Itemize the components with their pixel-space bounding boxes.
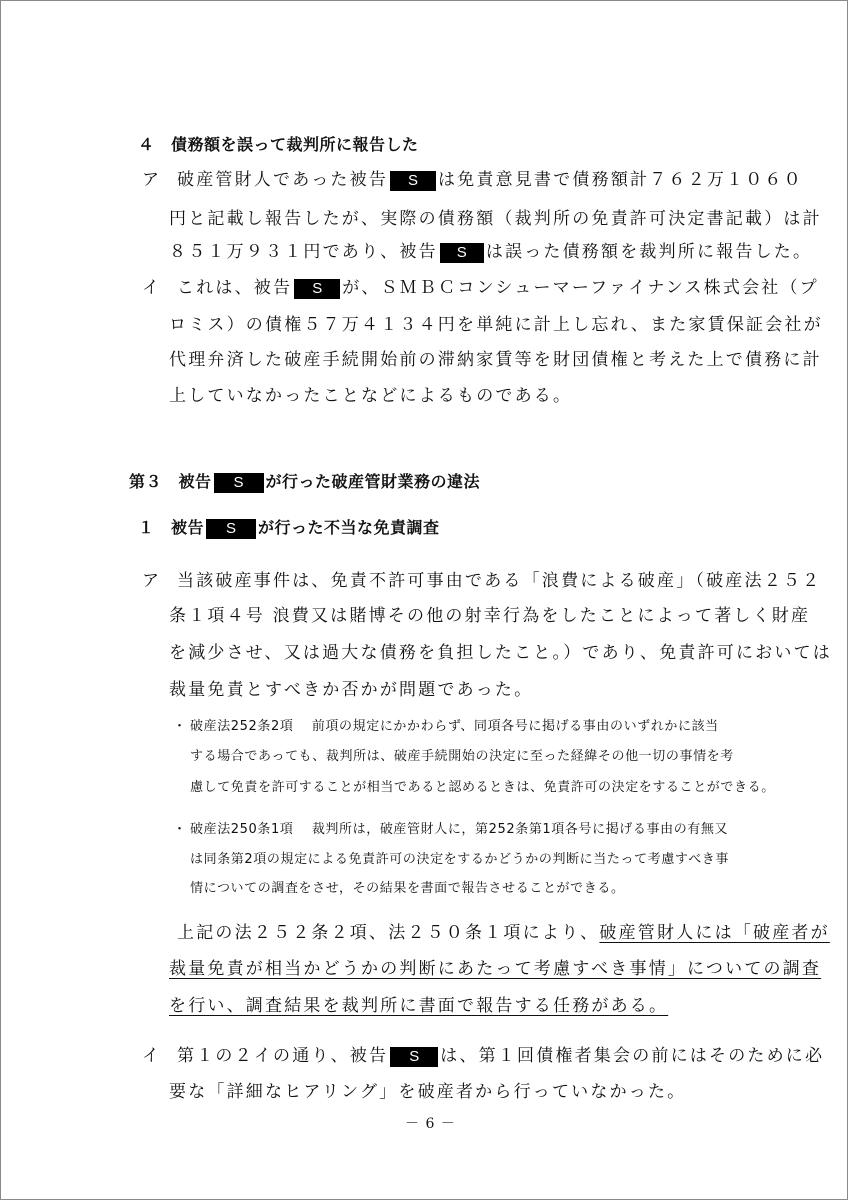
text-span: 上記の法２５２条２項、法２５０条１項により、 <box>177 923 600 943</box>
sec4-a-line1 <box>177 165 803 191</box>
redaction-box: S <box>390 1047 438 1067</box>
bullet1-line1: 破産法252条2項 前項の規定にかかわらず、同項各号に掲げる事由のいずれかに該当 <box>190 719 719 734</box>
item-i-mark: イ <box>142 1046 162 1066</box>
text-span: ８５１万９３１円であり、被告 <box>169 242 438 262</box>
part-3-heading <box>129 469 480 493</box>
section-4-heading: ４ 債務額を誤って裁判所に報告した <box>138 135 419 154</box>
sec1-a-line4: 裁量免責とすべきか否かが問題であった。 <box>169 680 534 700</box>
sec4-i-line4: 上していなかったことなどによるものである。 <box>169 386 573 406</box>
bullet1-line3: 慮して免責を許可することが相当であると認めるときは、免責許可の決定をすることができる。 <box>190 780 775 795</box>
bullet2-line3: 情についての調査をさせ，その結果を書面で報告させることができる。 <box>190 881 625 896</box>
page-number: － 6 － <box>405 1116 456 1132</box>
text-span: が、ＳＭＢＣコンシューマーファイナンス株式会社（プ <box>342 278 819 298</box>
text-span: は誤った債務額を裁判所に報告した。 <box>485 242 813 262</box>
underlined-text: 破産管財人には「破産者が <box>599 923 830 943</box>
redaction-box: S <box>294 279 340 299</box>
item-a-mark: ア <box>142 571 162 591</box>
redaction-box: S <box>206 519 256 539</box>
sec1-a-line1: 当該破産事件は、免責不許可事由である「浪費による破産」（破産法２５２ <box>177 571 822 591</box>
sec1-a-line3: を減少させ、又は過大な債務を負担したこと。）であり、免責許可においては <box>169 643 832 663</box>
item-i-mark: イ <box>142 278 162 298</box>
text-span: 破産管財人であった被告 <box>177 170 389 190</box>
sec4-a-line2: 円と記載し報告したが、実際の債務額（裁判所の免責許可決定書記載）は計 <box>169 209 822 229</box>
bullet2-line1: 破産法250条1項 裁判所は，破産管財人に，第252条第1項各号に掲げる事由の有無又 <box>190 822 729 837</box>
sec1-a-line2: 条１項４号 浪費又は賭博その他の射幸行為をしたことによって著しく財産 <box>169 606 811 626</box>
conclusion-line2: 裁量免責が相当かどうかの判断にあたって考慮すべき事情」についての調査 <box>169 959 822 979</box>
sec4-i-line3: 代理弁済した破産手続開始前の滞納家賃等を財団債権と考えた上で債務に計 <box>169 350 822 370</box>
sec1-i-line1 <box>177 1041 824 1067</box>
redaction-box: S <box>214 473 264 493</box>
redaction-box: S <box>390 171 436 191</box>
sec4-i-line1 <box>177 273 819 299</box>
text-span: が行った不当な免責調査 <box>258 518 440 537</box>
text-span: 第３ 被告 <box>129 472 212 491</box>
text-span: は免責意見書で債務額計７６２万１０６０ <box>438 170 803 190</box>
sec4-i-line2: ロミス）の債権５７万４１３４円を単純に計上し忘れ、また家賃保証会社が <box>169 315 823 335</box>
text-span: が行った破産管財業務の違法 <box>265 472 481 491</box>
bullet-mark: ・ <box>173 822 187 837</box>
section-1-heading <box>138 515 440 539</box>
bullet-mark: ・ <box>173 719 187 734</box>
text-span: これは、被告 <box>177 278 293 298</box>
text-span: １ 被告 <box>138 518 205 537</box>
text-span: は、第１回債権者集会の前にはそのために必 <box>440 1046 825 1066</box>
redaction-box: S <box>440 243 484 263</box>
sec1-i-line2: 要な「詳細なヒアリング」を破産者から行っていなかった。 <box>169 1082 687 1102</box>
bullet1-line2: する場合であっても、裁判所は、破産手続開始の決定に至った経緯その他一切の事情を考 <box>190 749 734 764</box>
sec4-a-line3 <box>169 237 812 263</box>
conclusion-line1 <box>177 918 830 943</box>
bullet2-line2: は同条第2項の規定による免責許可の決定をするかどうかの判断に当たって考慮すべき事 <box>190 852 730 867</box>
text-span: 第１の２イの通り、被告 <box>177 1046 389 1066</box>
item-a-mark: ア <box>142 170 162 190</box>
conclusion-line3: を行い、調査結果を裁判所に書面で報告する任務がある。 <box>169 996 669 1016</box>
